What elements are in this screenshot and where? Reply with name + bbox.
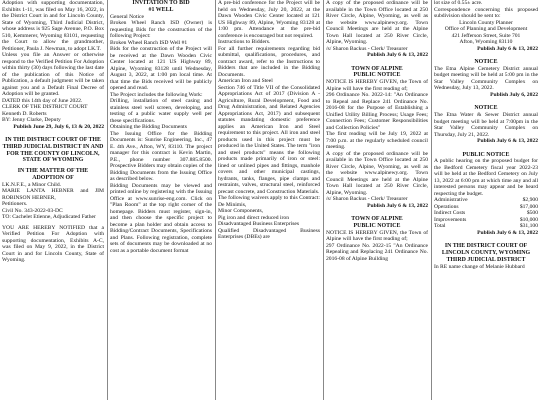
column-divider [107,0,108,400]
budget-hearing-text: A public hearing on the proposed budget for the Bedford Cemetery fiscal year 2022-23 will be held at the Bedford Cemetery on July 13, 2022 at 6:00 pm at which time any and all interested persons may appear and be heard respecting the budget. [434,158,538,197]
adoption-notice-name: Kenneth D. Roberts [2,110,47,117]
bid-text: Bids for the construction of the Project will be received at the Dawn Wooden Civic Center located at 121 US Highway 89, Alpine, Wyoming 83128 until Wednesday, August 3, 2022, at 1:00 pm local time. At that time the Bids received will be publicly opened and read. [110,46,212,92]
clerk-signature: /s/ Sharon Backus - Clerk/ Treasurer [326,196,408,203]
waiver-item: De Minimis, [218,201,247,208]
to-line: TO: Cachelet Etienne, Adjudicated Father [2,214,96,221]
section-label: Obtaining the Bidding Documents [110,124,187,131]
publish-dates: Publish July 6 & 13, 2022 [477,138,538,145]
petitioners-names: MARIE LANTA HEBNER and JIM ROBINSON HEBNER, [2,188,104,201]
bid-heading: INVITATION TO BID [132,0,190,6]
budget-row: Total $31,100 [434,223,538,230]
ordinance-text: 297 Ordinance No. 2022-15 "An Ordinance Repealing and Replacing 241 Ordinance No. 2016-08 of Alpine Building [326,242,428,262]
publish-dates: Publish July 6 & 13, 2022 [367,202,428,209]
court-heading: IN THE DISTRICT COURT OF THE THIRD JUDICIAL DISTRICT IN AND FOR THE COUNTY OF LINCOLN, STATE OF WYOMING [2,137,104,164]
budget-table [434,197,538,230]
matter-heading: IN THE MATTER OF THE ADOPTION OF [17,168,89,181]
column-2 [110,0,212,400]
bid-text: The Issuing Office for the Bidding Documents is: Sunrise Engineering, Inc., 47 E. 4th Ave., Afton, WY, 83110. The project manager for this contract is Kevin Martin, P.E., phone number 307.885.8500. Prospective Bidders may obtain copies of the Bidding Documents from the Issuing Office as described below. [110,130,212,183]
meeting-text: The Etna Water & Sewer District annual budget meeting will be held at 7:00pm in the Star Valley Community Complex on Thursday, July 21, 2022. [434,112,538,138]
project-name: Broken Wheel Ranch ISD Well #1 [110,39,188,46]
subdivision-text: lot size of 0.55± acre. [434,0,483,6]
section-label: American Iron and Steel [218,78,273,84]
waiver-item: Minor Components, [218,208,264,214]
clerk-signature: /s/ Sharon Backus - Clerk/ Treasurer [326,45,408,52]
budget-row: Operations $17,000 [434,203,538,210]
notice-heading: PUBLIC NOTICE [353,222,401,229]
adoption-notice-clerk: CLERK OF THE DISTRICT COURT [2,104,88,110]
publish-dates: Publish June 29, July 6, 13 & 20, 2022 [13,123,104,130]
bid-text: Section 746 of Title VII of the Consolidated Appropriations Act of 2017 (Division A - Agriculture, Rural Development, Food and Drug Administration, and Related Agencies Appropriations Act, 2017) and subsequent statutes mandating domestic preference applies an American Iron and Steel requirement to this project. All iron and steel products used in this project must be produced in the United States. The term "iron and steel products" means the following products made primarily of iron or steel: lined or unlined pipes and fittings, manhole covers and other municipal castings, hydrants, tanks, flanges, pipe clamps and restraints, valves, structural steel, reinforced precast concrete, and Construction Materials. [218,84,320,195]
adoption-notice-deputy: BY: Jenny Clarke, Deputy [2,117,61,123]
publish-dates: Publish July 6 & 13, 2022 [367,52,428,58]
adoption-notice-text: Adoption with supporting documentation, Exhibits 1-11, was filed on May 16, 2022, in the District Court in and for Lincoln County, State of Wyoming, Third Judicial District, whose address is 925 Sage Avenue, P.O. Box 510, Kemmerer, Wyoming 83101, requesting the Court to allow the grandmother, Petitioner, Paula J. Newman, to adopt LK.T. [2,0,104,52]
section-label: General Notice [110,13,145,20]
notice-heading: NOTICE [474,59,498,65]
name-change-text: In RE name change of Melanie Hubbard [434,263,525,270]
publish-dates: Publish July 6, 2022 [490,91,538,98]
town-heading: TOWN OF ALPINE [351,65,403,72]
bid-text: Drilling, installation of steel casing and stainless steel well screen, developing, and testing of a public water supply well per these specifications. [110,98,212,124]
section-label: Disadvantaged Business Enterprises [218,221,300,227]
column-3 [218,0,320,400]
ordinance-text: A copy of the proposed ordinance will be available in the Town Office located at 250 River Circle, Alpine, Wyoming, as well as the website www.alpinewy.org. Town Council Meetings are held at the Alpine Town Hall located at 250 River Circle, Alpine, Wyoming. [326,0,428,45]
adoption-notice-date: DATED this 14th day of June 2022. [2,97,83,104]
address-line: 421 Jefferson Street, Suite 701 [451,32,521,39]
section-label: Instructions to Bidders. [218,39,271,45]
petitioners-label: Petitioners. [2,201,28,208]
ordinance-text: NOTICE IS HEREBY GIVEN, the Town of Alpine will have the first reading of; [326,79,428,92]
column-divider [431,0,432,400]
publish-dates: Publish July 6 & 13, 2022 [477,229,538,236]
town-heading: TOWN OF ALPINE [351,216,403,223]
minor-child: LK.N.F.E., a Minor Child. [2,181,62,188]
address-line: Lincoln County Planner [459,19,513,26]
notice-heading: NOTICE [474,105,498,112]
ordinance-text: 296 Ordinance No. 2022-14: "An Ordinance to Repeal and Replace 241 Ordinance No. 2016-08 for the Purpose of Establishing a Unified Utility Billing Process; Usage Fees; Connection Fees; Customer Responsibilities and Collection Policies" [326,92,428,131]
ordinance-text: A copy of the proposed ordinance will be available in the Town Office located at 250 River Circle, Alpine, Wyoming, as well as the website www.alpinewy.org. Town Council Meetings are held at the Alpine Town Hall located at 250 River Circle, Alpine, Wyoming. [326,150,428,196]
meeting-text: The Etna Alpine Cemetery District annual budget meeting will be held at 5:00 pm in the Star Valley Community Complex on Wednesday, July 13, 2022. [434,65,538,92]
bid-text: Qualified Disadvantaged Business Enterprises (DBEs) are [218,227,320,240]
ordinance-text: NOTICE IS HEREBY GIVEN, the Town of Alpine will have the first reading of; [326,229,428,243]
column-divider [215,0,216,400]
bid-text: The following waivers apply to this Contract: [218,195,320,201]
address-line: Office of Planning and Development [444,26,528,32]
notice-heading: PUBLIC NOTICE [353,72,401,79]
column-5 [434,0,538,400]
address-line: Afton, Wyoming 83110 [459,39,513,45]
public-notice-heading: PUBLIC NOTICE [462,151,510,158]
bid-text: The Project includes the following Work: [110,91,203,98]
adoption-notice-text: YOU ARE HEREBY NOTIFIED that a Verified Petition For Adoption with supporting documentation, Exhibits A-C, was filed on May 9, 2022, in the District Court in and for Lincoln County, State of Wyoming. [2,224,104,264]
subdivision-text: Correspondence concerning this proposed subdivision should be sent to: [434,6,538,19]
waiver-item: Pig iron and direct reduced iron [218,214,289,221]
column-divider [323,0,324,400]
court-heading: IN THE DISTRICT COURT OF LINCOLN COUNTY, WYOMING THIRD JUDICIAL DISTRICT [441,243,531,263]
column-4 [326,0,428,400]
bid-text: A pre-bid conference for the Project will be held on Wednesday, July 20, 2022, at the Dawn Wooden Civic Center located at 121 US Highway 89, Alpine, Wyoming 83128 at 1:00 pm. Attendance at the pre-bid conference is encouraged but not required. [218,0,320,39]
civil-number: Civil No. 343-2022-03-DC [2,207,63,214]
bid-text: Broken Wheel Ranch ISD (Owner) is requesting Bids for the construction of the following Project: [110,20,212,40]
ordinance-text: The first reading will be July 19, 2022 at 7:00 p.m. at the regularly scheduled council meeting. [326,131,428,151]
adoption-notice-text: Unless you file an Answer or otherwise respond to the Verified Petition For Adoption within thirty (30) days following the last date of the publication of this Notice of Publication, a default judgment will be taken against you and a Default Final Decree of Adoption will be granted. [2,52,104,97]
column-1 [2,0,104,400]
budget-row: Indirect Costs $500 [434,210,538,217]
publish-dates: Publish July 6 & 13, 2022 [477,45,538,52]
bid-text: Bidding Documents may be viewed and printed online by registering with the Issuing Office at www.sunrise-eng.com. Click on "Plan Room" at the top right corner of the homepage. Bidders must register, sign-in, and then choose the specific project to become a plan holder and obtain access to Bidding/Contract Documents, Specifications and Plans. Following registration, complete sets of documents may be downloaded at no cost as a portable document format [110,182,212,254]
budget-row: Administrative $2,900 [434,197,538,204]
budget-row: Improvements $10,000 [434,216,538,223]
bid-subheading: #1 WELL [148,6,174,13]
bid-text: For all further requirements regarding bid submittal, qualifications, procedures, and contract award, refer to the Instructions to Bidders that are included in the Bidding Documents. [218,45,320,78]
